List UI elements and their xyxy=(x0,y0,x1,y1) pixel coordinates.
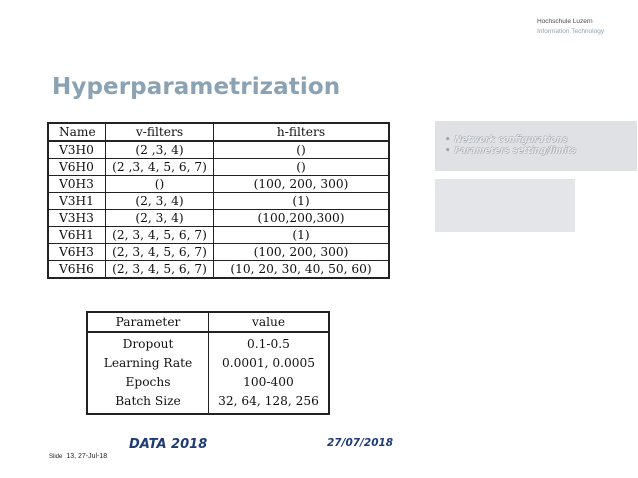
bullet-dot-icon: • xyxy=(445,146,451,156)
cell-v-filters: (2 ,3, 4) xyxy=(106,141,214,159)
parameters-table xyxy=(86,311,330,415)
bullet-list xyxy=(435,121,637,157)
cell-v-filters: (2, 3, 4, 5, 6, 7) xyxy=(106,244,214,261)
cell-name: V3H3 xyxy=(48,210,106,227)
cell-h-filters: (100, 200, 300) xyxy=(214,244,390,261)
slide-number xyxy=(49,453,107,460)
cell-value: 0.1-0.5 xyxy=(247,337,290,351)
bullet-text: Network configurations xyxy=(454,135,568,145)
bullet-text: Parameters setting/limits xyxy=(454,146,577,156)
cell-h-filters: (1) xyxy=(214,193,390,210)
logo xyxy=(537,17,604,37)
cell-value: 32, 64, 128, 256 xyxy=(218,394,319,408)
column-header-parameter: Parameter xyxy=(87,312,209,332)
cell-v-filters: (2, 3, 4) xyxy=(106,193,214,210)
cell-value: 0.0001, 0.0005 xyxy=(221,356,316,370)
table-row xyxy=(87,354,329,373)
table-row xyxy=(48,176,389,193)
cell-name: V6H0 xyxy=(48,159,106,176)
table-row xyxy=(48,227,389,244)
logo-line-1: Hochschule Luzern xyxy=(537,18,593,25)
cell-parameter: Learning Rate xyxy=(87,354,209,373)
bullet-dot-icon: • xyxy=(445,135,451,145)
slide-number-value: 13, 27-Jul-18 xyxy=(66,453,108,460)
table-row xyxy=(87,392,329,414)
footer-conference: DATA 2018 xyxy=(129,437,208,452)
cell-v-filters: () xyxy=(106,176,214,193)
table-row xyxy=(48,244,389,261)
cell-value: 100-400 xyxy=(243,375,294,389)
cell-name: V6H3 xyxy=(48,244,106,261)
logo-line-2: Information Technology xyxy=(537,28,605,35)
cell-h-filters: (100, 200, 300) xyxy=(214,176,390,193)
cell-h-filters: () xyxy=(214,141,390,159)
cell-name: V0H3 xyxy=(48,176,106,193)
table-row xyxy=(48,141,389,159)
sidebar-panel xyxy=(435,179,575,232)
slide-title: Hyperparametrization xyxy=(52,74,341,100)
cell-parameter: Epochs xyxy=(87,373,209,392)
bullet-item xyxy=(445,146,637,157)
cell-h-filters: (10, 20, 30, 40, 50, 60) xyxy=(214,261,390,279)
table-row xyxy=(48,210,389,227)
table-row xyxy=(48,159,389,176)
column-header-h-filters: h-filters xyxy=(214,123,390,141)
cell-name: V3H1 xyxy=(48,193,106,210)
cell-v-filters: (2, 3, 4) xyxy=(106,210,214,227)
table-row xyxy=(48,261,389,279)
sidebar-box xyxy=(435,121,637,171)
cell-name: V6H6 xyxy=(48,261,106,279)
cell-v-filters: (2 ,3, 4, 5, 6, 7) xyxy=(106,159,214,176)
table-row xyxy=(87,332,329,354)
table-row xyxy=(87,373,329,392)
slide-label: Slide xyxy=(49,454,63,460)
cell-v-filters: (2, 3, 4, 5, 6, 7) xyxy=(106,227,214,244)
cell-h-filters: (100,200,300) xyxy=(214,210,390,227)
column-header-value: value xyxy=(209,312,330,332)
cell-name: V3H0 xyxy=(48,141,106,159)
cell-h-filters: () xyxy=(214,159,390,176)
cell-name: V6H1 xyxy=(48,227,106,244)
table-header-row xyxy=(48,123,389,141)
table-row xyxy=(48,193,389,210)
bullet-item xyxy=(445,135,637,146)
column-header-name: Name xyxy=(48,123,106,141)
cell-parameter: Dropout xyxy=(87,332,209,354)
cell-v-filters: (2, 3, 4, 5, 6, 7) xyxy=(106,261,214,279)
table-header-row xyxy=(87,312,329,332)
configurations-table xyxy=(47,122,390,279)
cell-h-filters: (1) xyxy=(214,227,390,244)
footer-date: 27/07/2018 xyxy=(327,437,394,449)
column-header-v-filters: v-filters xyxy=(106,123,214,141)
cell-parameter: Batch Size xyxy=(87,392,209,414)
